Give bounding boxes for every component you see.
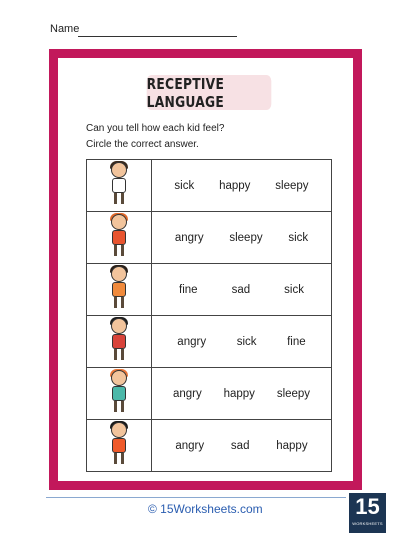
answer-options-cell [152,212,332,264]
logo-text: WORKSHEETS [352,521,383,526]
footer-divider [46,497,346,498]
answer-option[interactable]: angry [172,387,202,400]
worksheet-frame [49,49,362,490]
kid-picture-cell [87,264,152,316]
answer-option[interactable]: sick [236,335,257,348]
answer-option[interactable]: sick [174,179,195,192]
answer-option[interactable]: fine [179,283,198,296]
instructions [86,121,224,153]
name-label: Name [50,23,80,35]
answer-option[interactable]: happy [219,179,251,192]
copyright-link[interactable]: © 15Worksheets.com [148,502,263,516]
logo-number: 15 [355,494,380,519]
answer-option[interactable]: angry [174,231,204,244]
table-row [87,368,332,420]
answer-option[interactable]: happy [223,387,255,400]
name-field[interactable] [50,23,79,35]
answer-option[interactable]: sick [288,231,309,244]
answer-option[interactable]: happy [276,439,308,452]
answer-option[interactable]: sick [284,283,304,296]
answer-option[interactable]: sleepy [229,231,263,244]
answer-options-cell [152,368,332,420]
answer-option[interactable]: sad [230,439,250,452]
instruction-line: Can you tell how each kid feel? [86,123,225,134]
answer-options-cell [152,316,332,368]
kid-sleepy-icon [104,368,134,414]
kid-angry-icon [104,212,134,258]
kid-sick-icon [104,316,134,362]
table-row [87,264,332,316]
answer-options-cell [152,160,332,212]
answer-option[interactable]: angry [177,335,207,348]
kid-picture-cell [87,368,152,420]
kid-picture-cell [87,212,152,264]
table-row [87,160,332,212]
worksheet-title: RECEPTIVE LANGUAGE [147,75,272,110]
answer-options-cell [152,420,332,472]
answer-option[interactable]: sad [231,283,251,296]
table-row [87,212,332,264]
kid-sick-icon [104,160,134,206]
answer-option[interactable]: sleepy [275,179,309,192]
worksheets-logo-icon [349,493,386,533]
answer-table [86,159,332,472]
kid-sad-icon [104,264,134,310]
answer-option[interactable]: angry [175,439,205,452]
kid-picture-cell [87,420,152,472]
answer-option[interactable]: fine [287,335,306,348]
instruction-line: Circle the correct answer. [86,139,199,150]
table-row [87,316,332,368]
name-underline [78,36,237,37]
kid-picture-cell [87,316,152,368]
table-row [87,420,332,472]
answer-options-cell [152,264,332,316]
answer-option[interactable]: sleepy [276,387,311,400]
kid-picture-cell [87,160,152,212]
kid-angry-icon [104,420,134,466]
